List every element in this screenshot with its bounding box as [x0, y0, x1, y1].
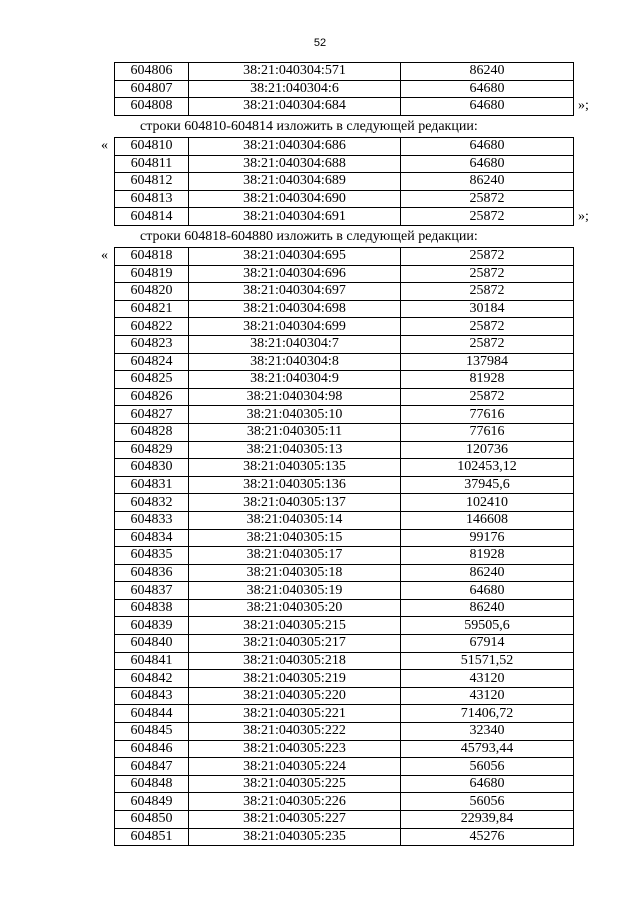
row-number-cell: 604846 — [115, 740, 189, 758]
parcel-table-3 — [114, 247, 574, 846]
cadastral-number-cell: 38:21:040304:571 — [189, 63, 401, 81]
value-cell: 86240 — [401, 173, 574, 191]
table-row — [115, 190, 574, 208]
row-number-cell: 604840 — [115, 635, 189, 653]
value-cell: 30184 — [401, 300, 574, 318]
value-cell: 25872 — [401, 283, 574, 301]
value-cell: 51571,52 — [401, 652, 574, 670]
table-row — [115, 300, 574, 318]
cadastral-number-cell: 38:21:040304:691 — [189, 208, 401, 226]
cadastral-number-cell: 38:21:040304:689 — [189, 173, 401, 191]
table-row — [115, 173, 574, 191]
row-number-cell: 604806 — [115, 63, 189, 81]
row-number-cell: 604823 — [115, 335, 189, 353]
caption-rows-604810-604814: строки 604810-604814 изложить в следующей редакции: — [140, 119, 478, 134]
value-cell: 67914 — [401, 635, 574, 653]
cadastral-number-cell: 38:21:040305:15 — [189, 529, 401, 547]
cadastral-number-cell: 38:21:040305:235 — [189, 828, 401, 846]
table-row — [115, 811, 574, 829]
cadastral-number-cell: 38:21:040304:688 — [189, 155, 401, 173]
cadastral-number-cell: 38:21:040305:215 — [189, 617, 401, 635]
value-cell: 64680 — [401, 155, 574, 173]
value-cell: 45276 — [401, 828, 574, 846]
row-number-cell: 604833 — [115, 511, 189, 529]
cadastral-number-cell: 38:21:040304:686 — [189, 138, 401, 156]
table-row — [115, 617, 574, 635]
row-number-cell: 604818 — [115, 248, 189, 266]
table-row — [115, 511, 574, 529]
row-number-cell: 604842 — [115, 670, 189, 688]
row-number-cell: 604845 — [115, 723, 189, 741]
table-row — [115, 335, 574, 353]
value-cell: 22939,84 — [401, 811, 574, 829]
value-cell: 81928 — [401, 371, 574, 389]
row-number-cell: 604827 — [115, 406, 189, 424]
value-cell: 64680 — [401, 138, 574, 156]
opening-quote-2: « — [101, 138, 108, 153]
cadastral-number-cell: 38:21:040305:225 — [189, 775, 401, 793]
cadastral-number-cell: 38:21:040305:227 — [189, 811, 401, 829]
table-row — [115, 599, 574, 617]
value-cell: 71406,72 — [401, 705, 574, 723]
opening-quote-3: « — [101, 248, 108, 263]
value-cell: 25872 — [401, 208, 574, 226]
row-number-cell: 604836 — [115, 564, 189, 582]
cadastral-number-cell: 38:21:040304:695 — [189, 248, 401, 266]
cadastral-number-cell: 38:21:040304:698 — [189, 300, 401, 318]
table-row — [115, 459, 574, 477]
cadastral-number-cell: 38:21:040305:18 — [189, 564, 401, 582]
closing-quote-1: »; — [578, 98, 589, 113]
value-cell: 25872 — [401, 265, 574, 283]
table-row — [115, 564, 574, 582]
cadastral-number-cell: 38:21:040305:219 — [189, 670, 401, 688]
value-cell: 137984 — [401, 353, 574, 371]
row-number-cell: 604819 — [115, 265, 189, 283]
row-number-cell: 604820 — [115, 283, 189, 301]
table-row — [115, 248, 574, 266]
table-row — [115, 758, 574, 776]
row-number-cell: 604841 — [115, 652, 189, 670]
cadastral-number-cell: 38:21:040304:684 — [189, 98, 401, 116]
row-number-cell: 604837 — [115, 582, 189, 600]
table-row — [115, 353, 574, 371]
caption-rows-604818-604880: строки 604818-604880 изложить в следующей редакции: — [140, 229, 478, 244]
cadastral-number-cell: 38:21:040304:98 — [189, 388, 401, 406]
row-number-cell: 604814 — [115, 208, 189, 226]
value-cell: 64680 — [401, 775, 574, 793]
row-number-cell: 604813 — [115, 190, 189, 208]
table-row — [115, 582, 574, 600]
value-cell: 64680 — [401, 98, 574, 116]
parcel-table-1 — [114, 62, 574, 116]
value-cell: 102453,12 — [401, 459, 574, 477]
table-row — [115, 283, 574, 301]
row-number-cell: 604847 — [115, 758, 189, 776]
value-cell: 45793,44 — [401, 740, 574, 758]
table-row — [115, 476, 574, 494]
cadastral-number-cell: 38:21:040305:222 — [189, 723, 401, 741]
table-row — [115, 652, 574, 670]
row-number-cell: 604828 — [115, 423, 189, 441]
cadastral-number-cell: 38:21:040304:9 — [189, 371, 401, 389]
cadastral-number-cell: 38:21:040305:19 — [189, 582, 401, 600]
value-cell: 59505,6 — [401, 617, 574, 635]
value-cell: 86240 — [401, 599, 574, 617]
row-number-cell: 604808 — [115, 98, 189, 116]
row-number-cell: 604812 — [115, 173, 189, 191]
cadastral-number-cell: 38:21:040305:223 — [189, 740, 401, 758]
value-cell: 99176 — [401, 529, 574, 547]
cadastral-number-cell: 38:21:040304:699 — [189, 318, 401, 336]
table-row — [115, 828, 574, 846]
table-row — [115, 208, 574, 226]
cadastral-number-cell: 38:21:040305:135 — [189, 459, 401, 477]
cadastral-number-cell: 38:21:040305:11 — [189, 423, 401, 441]
value-cell: 64680 — [401, 80, 574, 98]
cadastral-number-cell: 38:21:040305:224 — [189, 758, 401, 776]
row-number-cell: 604839 — [115, 617, 189, 635]
table-row — [115, 318, 574, 336]
row-number-cell: 604832 — [115, 494, 189, 512]
table-row — [115, 723, 574, 741]
row-number-cell: 604810 — [115, 138, 189, 156]
cadastral-number-cell: 38:21:040305:217 — [189, 635, 401, 653]
table-row — [115, 371, 574, 389]
value-cell: 102410 — [401, 494, 574, 512]
value-cell: 146608 — [401, 511, 574, 529]
row-number-cell: 604825 — [115, 371, 189, 389]
table-row — [115, 775, 574, 793]
cadastral-number-cell: 38:21:040304:7 — [189, 335, 401, 353]
cadastral-number-cell: 38:21:040304:696 — [189, 265, 401, 283]
value-cell: 25872 — [401, 335, 574, 353]
table-row — [115, 705, 574, 723]
value-cell: 86240 — [401, 564, 574, 582]
row-number-cell: 604821 — [115, 300, 189, 318]
row-number-cell: 604826 — [115, 388, 189, 406]
table-row — [115, 547, 574, 565]
value-cell: 37945,6 — [401, 476, 574, 494]
table-row — [115, 687, 574, 705]
value-cell: 43120 — [401, 687, 574, 705]
row-number-cell: 604838 — [115, 599, 189, 617]
value-cell: 64680 — [401, 582, 574, 600]
cadastral-number-cell: 38:21:040305:17 — [189, 547, 401, 565]
row-number-cell: 604849 — [115, 793, 189, 811]
value-cell: 81928 — [401, 547, 574, 565]
table-row — [115, 406, 574, 424]
row-number-cell: 604848 — [115, 775, 189, 793]
page-number: 52 — [313, 37, 327, 49]
row-number-cell: 604807 — [115, 80, 189, 98]
value-cell: 77616 — [401, 423, 574, 441]
cadastral-number-cell: 38:21:040305:20 — [189, 599, 401, 617]
row-number-cell: 604829 — [115, 441, 189, 459]
value-cell: 120736 — [401, 441, 574, 459]
table-row — [115, 635, 574, 653]
value-cell: 25872 — [401, 318, 574, 336]
cadastral-number-cell: 38:21:040305:137 — [189, 494, 401, 512]
row-number-cell: 604822 — [115, 318, 189, 336]
value-cell: 32340 — [401, 723, 574, 741]
cadastral-number-cell: 38:21:040305:136 — [189, 476, 401, 494]
row-number-cell: 604843 — [115, 687, 189, 705]
cadastral-number-cell: 38:21:040305:226 — [189, 793, 401, 811]
value-cell: 86240 — [401, 63, 574, 81]
cadastral-number-cell: 38:21:040304:697 — [189, 283, 401, 301]
row-number-cell: 604831 — [115, 476, 189, 494]
table-row — [115, 670, 574, 688]
table-row — [115, 265, 574, 283]
table-row — [115, 423, 574, 441]
table-row — [115, 529, 574, 547]
row-number-cell: 604811 — [115, 155, 189, 173]
table-row — [115, 494, 574, 512]
cadastral-number-cell: 38:21:040305:221 — [189, 705, 401, 723]
table-row — [115, 98, 574, 116]
table-row — [115, 155, 574, 173]
row-number-cell: 604834 — [115, 529, 189, 547]
cadastral-number-cell: 38:21:040304:8 — [189, 353, 401, 371]
row-number-cell: 604824 — [115, 353, 189, 371]
table-row — [115, 63, 574, 81]
row-number-cell: 604830 — [115, 459, 189, 477]
row-number-cell: 604851 — [115, 828, 189, 846]
value-cell: 56056 — [401, 758, 574, 776]
cadastral-number-cell: 38:21:040305:218 — [189, 652, 401, 670]
cadastral-number-cell: 38:21:040305:13 — [189, 441, 401, 459]
cadastral-number-cell: 38:21:040304:690 — [189, 190, 401, 208]
value-cell: 25872 — [401, 248, 574, 266]
table-row — [115, 793, 574, 811]
value-cell: 56056 — [401, 793, 574, 811]
table-row — [115, 138, 574, 156]
value-cell: 25872 — [401, 190, 574, 208]
table-row — [115, 80, 574, 98]
table-row — [115, 388, 574, 406]
closing-quote-2: »; — [578, 209, 589, 224]
row-number-cell: 604835 — [115, 547, 189, 565]
value-cell: 77616 — [401, 406, 574, 424]
value-cell: 43120 — [401, 670, 574, 688]
cadastral-number-cell: 38:21:040304:6 — [189, 80, 401, 98]
cadastral-number-cell: 38:21:040305:10 — [189, 406, 401, 424]
parcel-table-2 — [114, 137, 574, 226]
table-row — [115, 441, 574, 459]
row-number-cell: 604844 — [115, 705, 189, 723]
table-row — [115, 740, 574, 758]
value-cell: 25872 — [401, 388, 574, 406]
cadastral-number-cell: 38:21:040305:220 — [189, 687, 401, 705]
row-number-cell: 604850 — [115, 811, 189, 829]
cadastral-number-cell: 38:21:040305:14 — [189, 511, 401, 529]
